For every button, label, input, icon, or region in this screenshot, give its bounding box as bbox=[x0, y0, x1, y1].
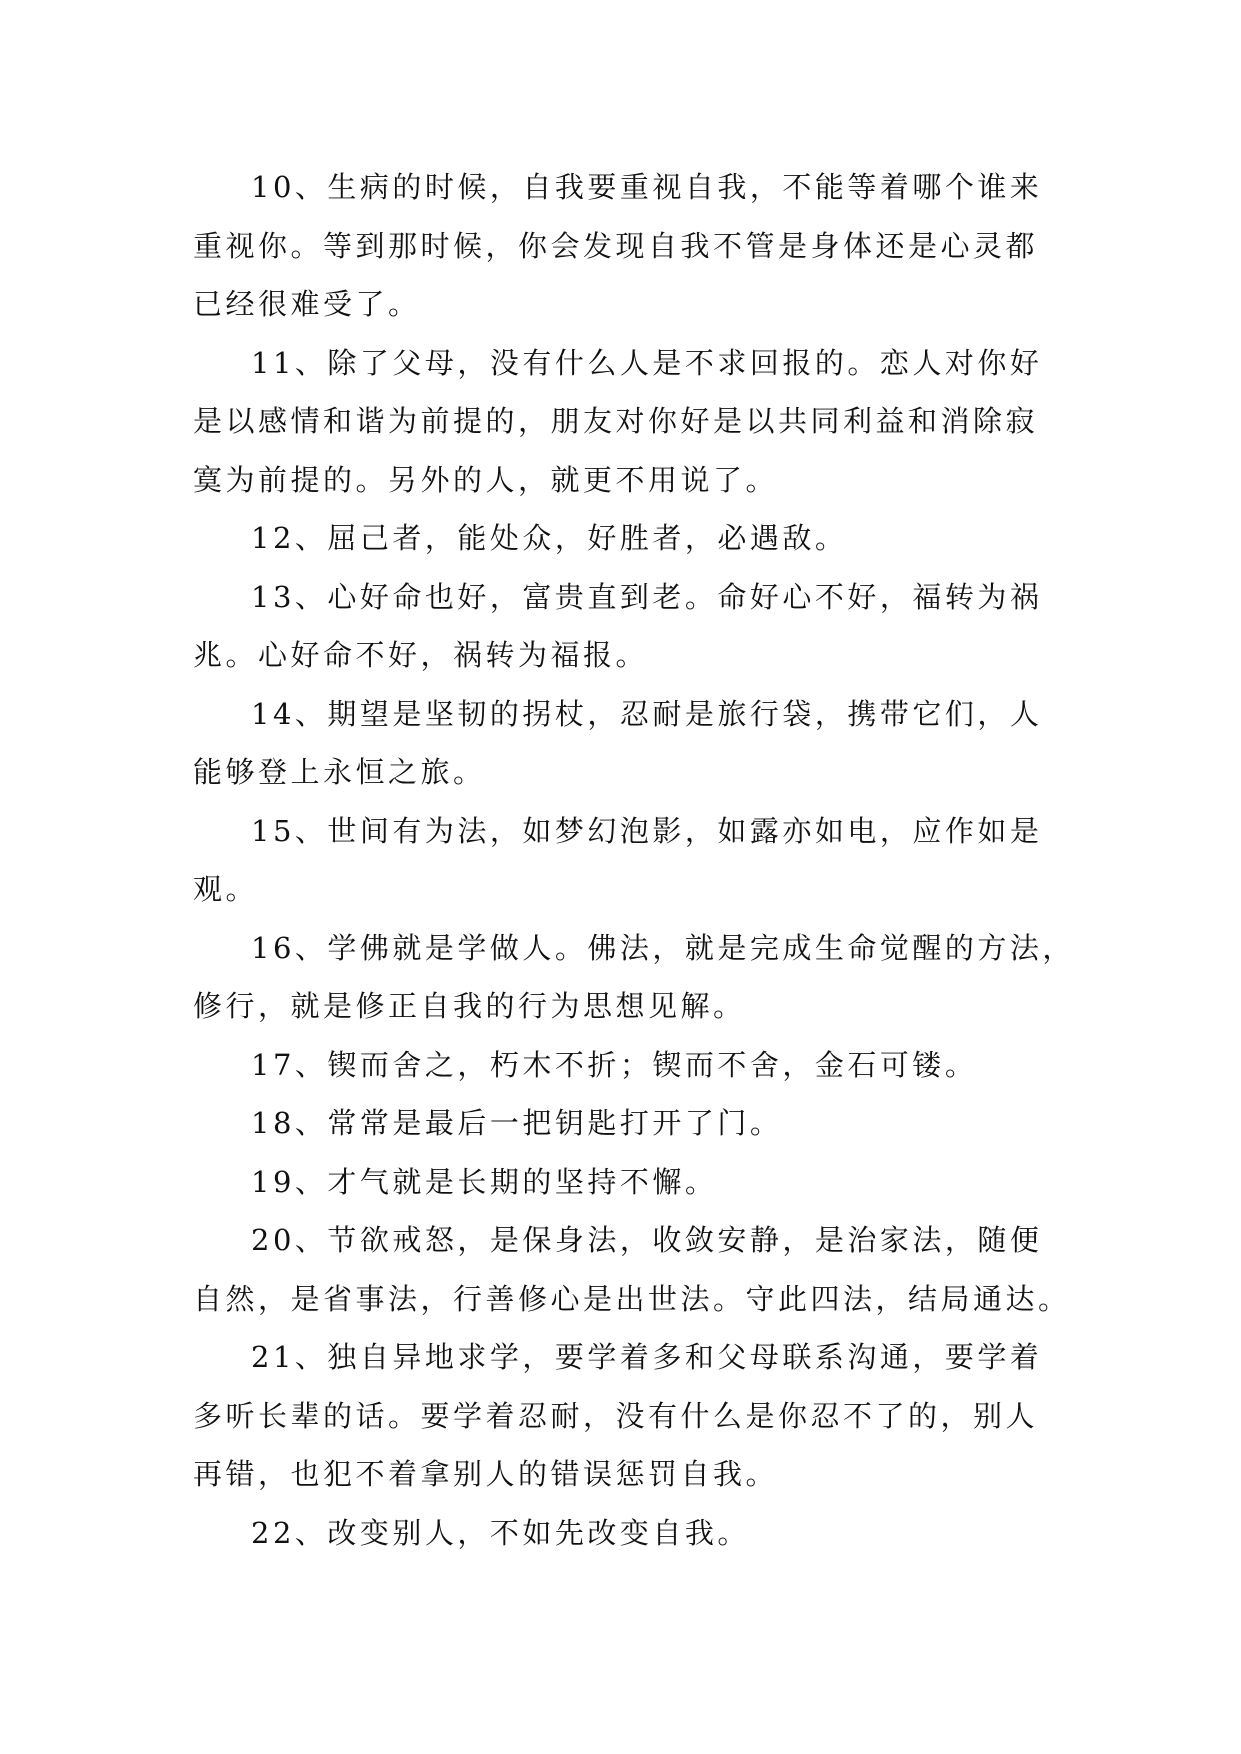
paragraph-line: 21、独自异地求学，要学着多和父母联系沟通，要学着 bbox=[251, 1340, 1043, 1374]
paragraph-11 bbox=[193, 334, 1053, 510]
paragraph-line: 再错，也犯不着拿别人的错误惩罚自我。 bbox=[193, 1457, 779, 1491]
paragraph-line: 修行，就是修正自我的行为思想见解。 bbox=[193, 989, 746, 1023]
paragraph-12 bbox=[193, 509, 1053, 568]
paragraph-line: 18、常常是最后一把钥匙打开了门。 bbox=[251, 1106, 783, 1140]
document-body bbox=[193, 158, 1075, 1562]
paragraph-line: 19、才气就是长期的坚持不懈。 bbox=[251, 1164, 718, 1199]
paragraph-line: 寞为前提的。另外的人，就更不用说了。 bbox=[193, 462, 779, 497]
paragraph-17 bbox=[193, 1036, 1053, 1095]
paragraph-line: 11、除了父母，没有什么人是不求回报的。恋人对你好 bbox=[251, 345, 1043, 380]
paragraph-13 bbox=[193, 568, 1053, 685]
paragraph-20 bbox=[193, 1211, 1071, 1328]
paragraph-line: 兆。心好命不好，祸转为福报。 bbox=[193, 638, 649, 672]
paragraph-line: 22、改变别人，不如先改变自我。 bbox=[251, 1515, 750, 1550]
paragraph-22 bbox=[193, 1504, 1053, 1563]
paragraph-14 bbox=[193, 685, 1053, 802]
paragraph-line: 16、学佛就是学做人。佛法，就是完成生命觉醒的方法， bbox=[251, 930, 1075, 965]
paragraph-line: 观。 bbox=[193, 872, 259, 906]
paragraph-21 bbox=[193, 1328, 1053, 1504]
paragraph-19 bbox=[193, 1153, 1053, 1212]
paragraph-line: 15、世间有为法，如梦幻泡影，如露亦如电，应作如是 bbox=[251, 813, 1043, 848]
paragraph-line: 多听长辈的话。要学着忍耐，没有什么是你忍不了的，别人 bbox=[193, 1398, 1039, 1433]
paragraph-line: 已经很难受了。 bbox=[193, 287, 421, 321]
paragraph-18 bbox=[193, 1094, 1053, 1153]
paragraph-line: 14、期望是坚韧的拐杖，忍耐是旅行袋，携带它们，人 bbox=[251, 696, 1043, 731]
paragraph-line: 17、锲而舍之，朽木不折；锲而不舍，金石可镂。 bbox=[251, 1047, 978, 1082]
paragraph-16 bbox=[193, 919, 1075, 1036]
paragraph-line: 12、屈己者，能处众，好胜者，必遇敌。 bbox=[251, 521, 848, 555]
paragraph-line: 能够登上永恒之旅。 bbox=[193, 755, 486, 789]
paragraph-line: 自然，是省事法，行善修心是出世法。守此四法，结局通达。 bbox=[193, 1281, 1071, 1316]
paragraph-line: 13、心好命也好，富贵直到老。命好心不好，福转为祸 bbox=[251, 579, 1043, 614]
paragraph-10 bbox=[193, 158, 1053, 334]
paragraph-line: 是以感情和谐为前提的，朋友对你好是以共同利益和消除寂 bbox=[193, 404, 1039, 438]
paragraph-line: 20、节欲戒怒，是保身法，收敛安静，是治家法，随便 bbox=[251, 1223, 1043, 1257]
paragraph-15 bbox=[193, 802, 1053, 919]
paragraph-line: 重视你。等到那时候，你会发现自我不管是身体还是心灵都 bbox=[193, 228, 1039, 263]
paragraph-line: 10、生病的时候，自我要重视自我，不能等着哪个谁来 bbox=[251, 170, 1043, 204]
